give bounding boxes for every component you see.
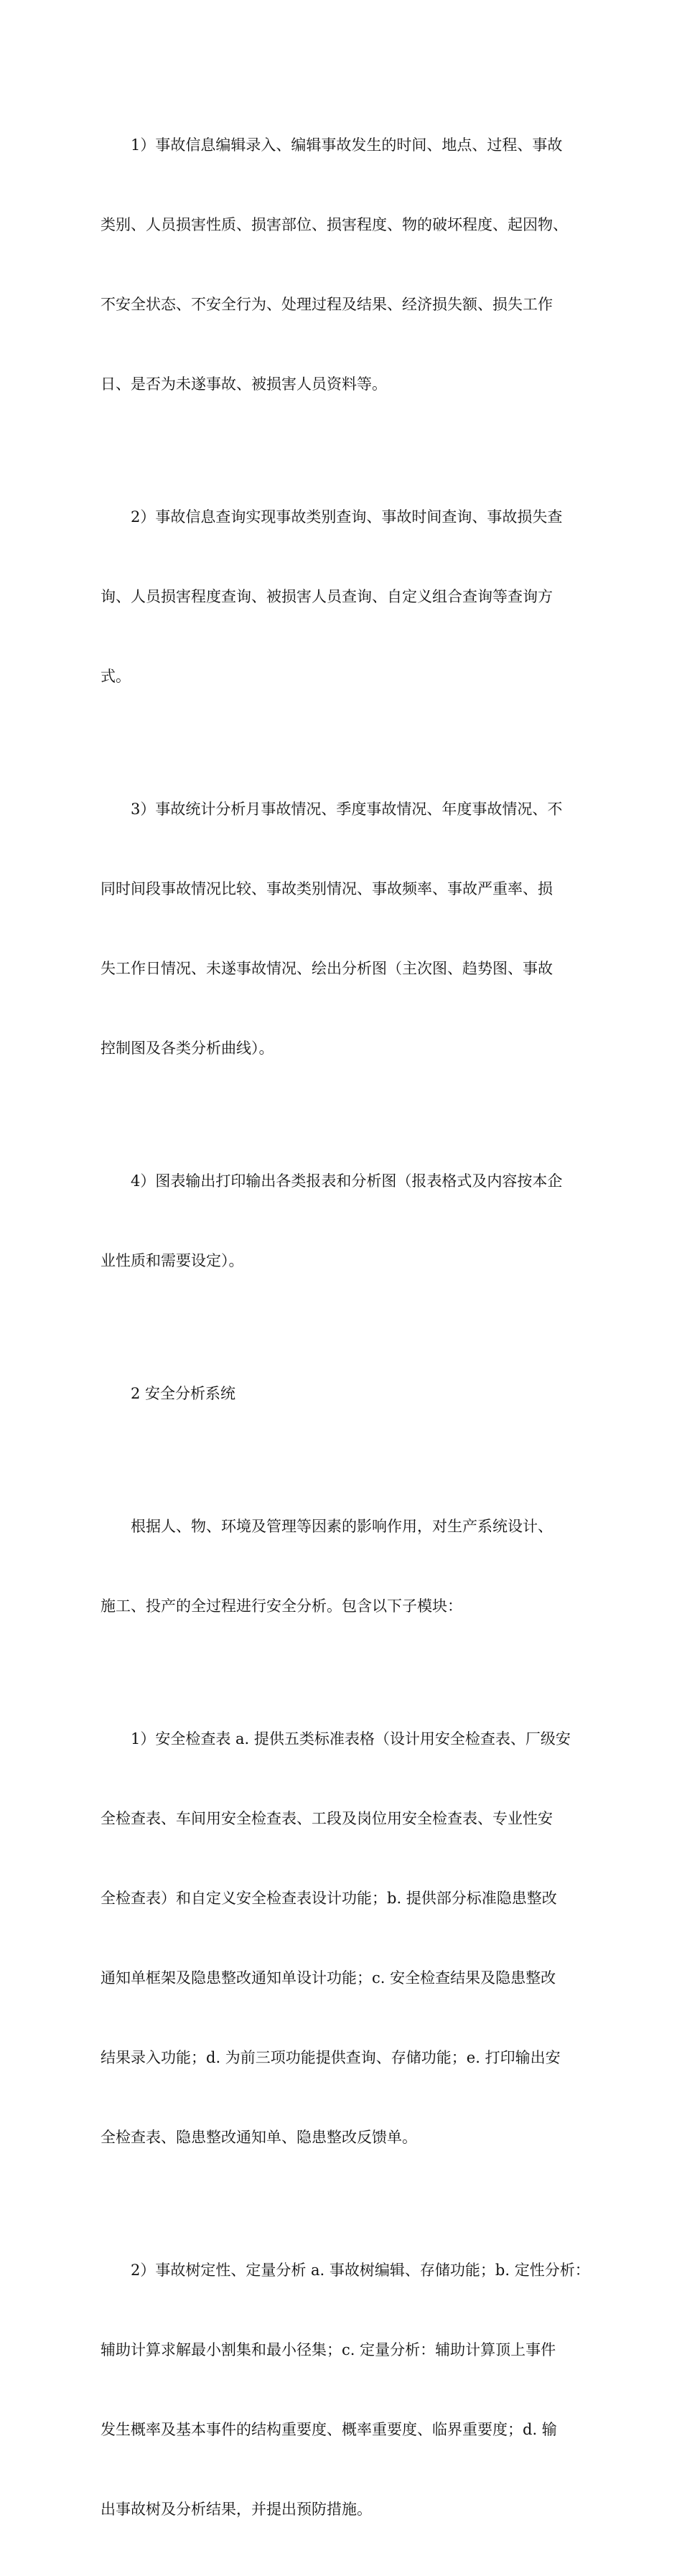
- text-line: 询、人员损害程度查询、被损害人员查询、自定义组合查询等查询方: [101, 588, 553, 605]
- paragraph-safety-analysis-intro: [101, 1460, 596, 1673]
- paragraph-safety-checklist: [101, 1673, 596, 2204]
- text-line: 出事故树及分析结果，并提出预防措施。: [101, 2501, 372, 2518]
- text-line: 失工作日情况、未遂事故情况、绘出分析图（主次图、趋势图、事故: [101, 960, 553, 977]
- text-line: 根据人、物、环境及管理等因素的影响作用，对生产系统设计、: [101, 1518, 553, 1535]
- text-line: 同时间段事故情况比较、事故类别情况、事故频率、事故严重率、损: [101, 880, 553, 897]
- text-line: 1）安全检查表 a. 提供五类标准表格（设计用安全检查表、厂级安: [101, 1730, 571, 1747]
- text-line: 2）事故信息查询实现事故类别查询、事故时间查询、事故损失查: [101, 508, 563, 526]
- paragraph-accident-entry: [101, 79, 596, 451]
- text-line: 日、是否为未遂事故、被损害人员资料等。: [101, 375, 387, 393]
- text-line: 不安全状态、不安全行为、处理过程及结果、经济损失额、损失工作: [101, 296, 553, 313]
- paragraph-fault-tree-analysis: [101, 2204, 596, 2576]
- text-line: 发生概率及基本事件的结构重要度、概率重要度、临界重要度；d. 输: [101, 2421, 557, 2438]
- text-line: 3）事故统计分析月事故情况、季度事故情况、年度事故情况、不: [101, 801, 563, 818]
- text-line: 全检查表、隐患整改通知单、隐患整改反馈单。: [101, 2129, 417, 2146]
- text-line: 结果录入功能；d. 为前三项功能提供查询、存储功能；e. 打印输出安: [101, 2049, 561, 2066]
- paragraph-accident-statistics: [101, 743, 596, 1115]
- paragraph-chart-output: [101, 1115, 596, 1327]
- text-line: 控制图及各类分析曲线）。: [101, 1040, 274, 1057]
- text-line: 2）事故树定性、定量分析 a. 事故树编辑、存储功能；b. 定性分析：: [101, 2262, 590, 2279]
- section-heading-safety-analysis: [101, 1327, 596, 1460]
- text-line: 通知单框架及隐患整改通知单设计功能；c. 安全检查结果及隐患整改: [101, 1969, 556, 1987]
- document-body: [101, 79, 596, 2576]
- text-line: 1）事故信息编辑录入、编辑事故发生的时间、地点、过程、事故: [101, 136, 563, 154]
- text-line: 全检查表、车间用安全检查表、工段及岗位用安全检查表、专业性安: [101, 1810, 553, 1827]
- text-line: 类别、人员损害性质、损害部位、损害程度、物的破坏程度、起因物、: [101, 216, 568, 233]
- text-line: 全检查表）和自定义安全检查表设计功能；b. 提供部分标准隐患整改: [101, 1890, 557, 1907]
- text-line: 业性质和需要设定）。: [101, 1252, 244, 1269]
- text-line: 4）图表输出打印输出各类报表和分析图（报表格式及内容按本企: [101, 1172, 563, 1190]
- text-line: 式。: [101, 668, 131, 685]
- text-line: 施工、投产的全过程进行安全分析。包含以下子模块：: [101, 1597, 462, 1615]
- text-line: 辅助计算求解最小割集和最小径集；c. 定量分析：辅助计算顶上事件: [101, 2341, 556, 2358]
- paragraph-accident-query: [101, 451, 596, 743]
- section-heading: 2 安全分析系统: [101, 1385, 236, 1402]
